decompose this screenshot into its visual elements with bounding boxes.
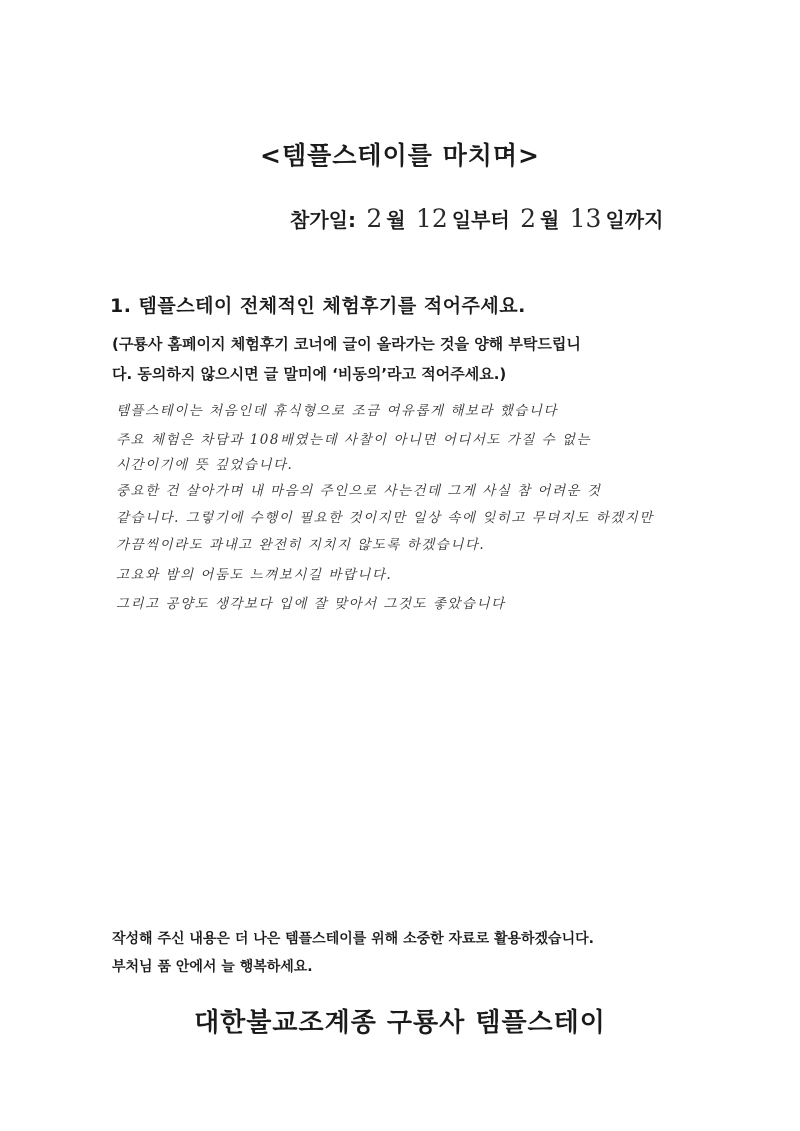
notice-line-1: (구룡사 홈페이지 체험후기 코너에 글이 올라가는 것을 양해 부탁드립니 [112, 335, 581, 353]
answer-line: 그리고 공양도 생각보다 입에 잘 맞아서 그것도 좋았습니다 [116, 596, 506, 612]
answer-line: 같습니다. 그렇기에 수행이 필요한 것이지만 일상 속에 잊히고 무뎌지도 하겠지만 [116, 510, 654, 526]
until-word: 일까지 [605, 208, 664, 232]
page-title: <템플스테이를 마치며> [260, 141, 540, 170]
answer-line: 중요한 건 살아가며 내 마음의 주인으로 사는건데 그게 사실 참 어려운 것 [116, 483, 602, 499]
footer-thanks: 작성해 주신 내용은 더 나은 템플스테이를 위해 소중한 자료로 활용하겠습니다. [112, 931, 594, 947]
answer-line: 템플스테이는 처음인데 휴식형으로 조금 여유롭게 해보라 했습니다 [116, 403, 558, 419]
organization-name: 대한불교조계종 구룡사 템플스테이 [194, 1008, 606, 1038]
footer-blessing: 부처님 품 안에서 늘 행복하세요. [112, 959, 313, 975]
answer-line: 주요 체험은 차담과 108배였는데 사찰이 아니면 어디서도 가질 수 없는 [116, 432, 591, 448]
start-day-handwritten: 12 [415, 204, 448, 233]
from-word: 일부터 [451, 208, 510, 232]
answer-line: 고요와 밤의 어둠도 느껴보시길 바랍니다. [116, 567, 393, 583]
month-word: 월 [539, 208, 560, 232]
notice-line-2: 다. 동의하지 않으시면 글 말미에 ‘비동의’라고 적어주세요.) [112, 365, 507, 383]
answer-line: 시간이기에 뜻 깊었습니다. [116, 457, 294, 473]
end-month-handwritten: 2 [520, 204, 536, 233]
participation-dates [290, 204, 663, 233]
start-month-handwritten: 2 [366, 204, 383, 233]
end-day-handwritten: 13 [569, 204, 602, 233]
answer-line: 가끔씩이라도 과내고 완전히 지치지 않도록 하겠습니다. [116, 537, 486, 553]
month-word: 월 [386, 208, 406, 232]
dates-label: 참가일: [290, 208, 356, 232]
question-1: 1. 템플스테이 전체적인 체험후기를 적어주세요. [110, 295, 526, 317]
